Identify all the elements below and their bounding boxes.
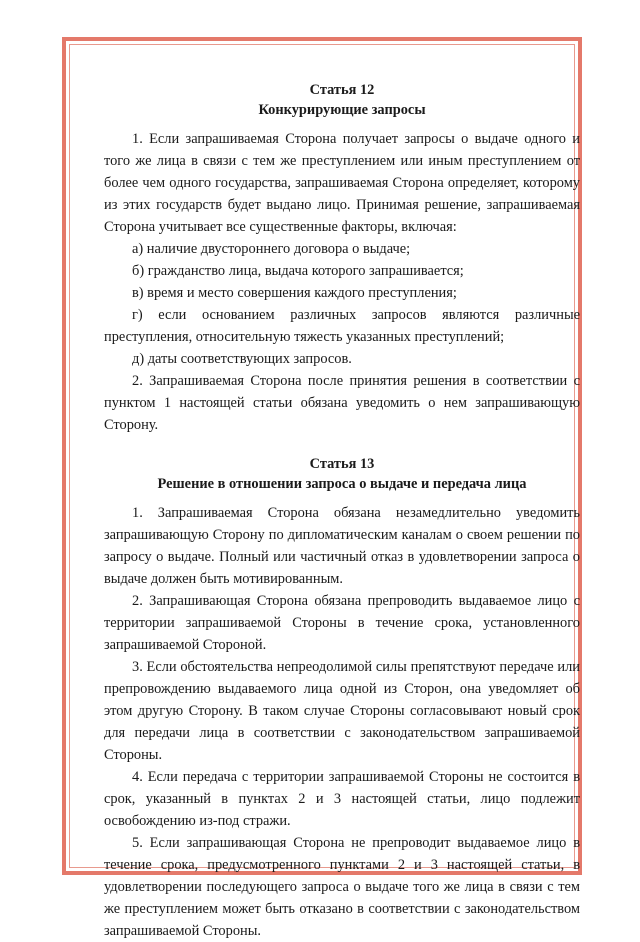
- article-13-paragraph-4: 4. Если передача с территории запрашиваемой Стороны не состоится в срок, указанный в пунктах 2 и 3 настоящей статьи, лицо подлежит освобождению из-под стражи.: [104, 769, 580, 829]
- article-12-item-a: а) наличие двустороннего договора о выдаче;: [132, 241, 411, 257]
- article-13-paragraph-3: 3. Если обстоятельства непреодолимой силы препятствуют передаче или препровождению выдаваемого лица одной из Сторон, она уведомляет об этом другую Сторону. В таком случае Стороны согласовывают новый срок для передачи лица в соответствии с законодательством запрашиваемой Стороны.: [104, 659, 580, 763]
- article-13-heading: [104, 454, 580, 494]
- article-12-paragraph-2: 2. Запрашиваемая Сторона после принятия решения в соответствии с пунктом 1 настоящей статьи обязана уведомить о нем запрашивающую Сторону.: [104, 373, 580, 433]
- article-12-item-g: г) если основанием различных запросов являются различные преступления, относительную тяжесть указанных преступлений;: [104, 307, 580, 345]
- article-12-item-v: в) время и место совершения каждого преступления;: [132, 285, 457, 301]
- article-12-title: Статья 12: [309, 82, 375, 98]
- article-12-subtitle: Конкурирующие запросы: [258, 102, 426, 118]
- article-12-item-d: д) даты соответствующих запросов.: [132, 351, 352, 367]
- article-12-item-b: б) гражданство лица, выдача которого запрашивается;: [132, 263, 464, 279]
- article-12-paragraph-1: 1. Если запрашиваемая Сторона получает запросы о выдаче одного и того же лица в связи с тем же преступлением или иным преступлением от более чем одного государства, запрашиваемая Сторона определяет, которому из этих государств будет выдано лицо. Принимая решение, запрашиваемая Сторона учитывает все существенные факторы, включая:: [104, 131, 580, 235]
- article-12-heading: [104, 80, 580, 120]
- article-13-paragraph-2: 2. Запрашивающая Сторона обязана препроводить выдаваемое лицо с территории запрашиваемой Стороны в течение срока, установленного запрашиваемой Стороной.: [104, 593, 580, 653]
- article-13-subtitle: Решение в отношении запроса о выдаче и передача лица: [157, 476, 527, 492]
- article-13-title: Статья 13: [309, 456, 375, 472]
- article-13-paragraph-5: 5. Если запрашивающая Сторона не препроводит выдаваемое лицо в течение срока, предусмотренного пунктами 2 и 3 настоящей статьи, в удовлетворении последующего запроса о выдаче того же лица в связи с тем же преступлением может быть отказано в соответствии с законодательством запрашиваемой Стороны.: [104, 835, 580, 939]
- document-body: [104, 80, 580, 942]
- article-13-paragraph-1: 1. Запрашиваемая Сторона обязана незамедлительно уведомить запрашивающую Сторону по дипломатическим каналам о своем решении по запросу о выдаче. Полный или частичный отказ в удовлетворении запроса о выдаче должен быть мотивированным.: [104, 505, 580, 587]
